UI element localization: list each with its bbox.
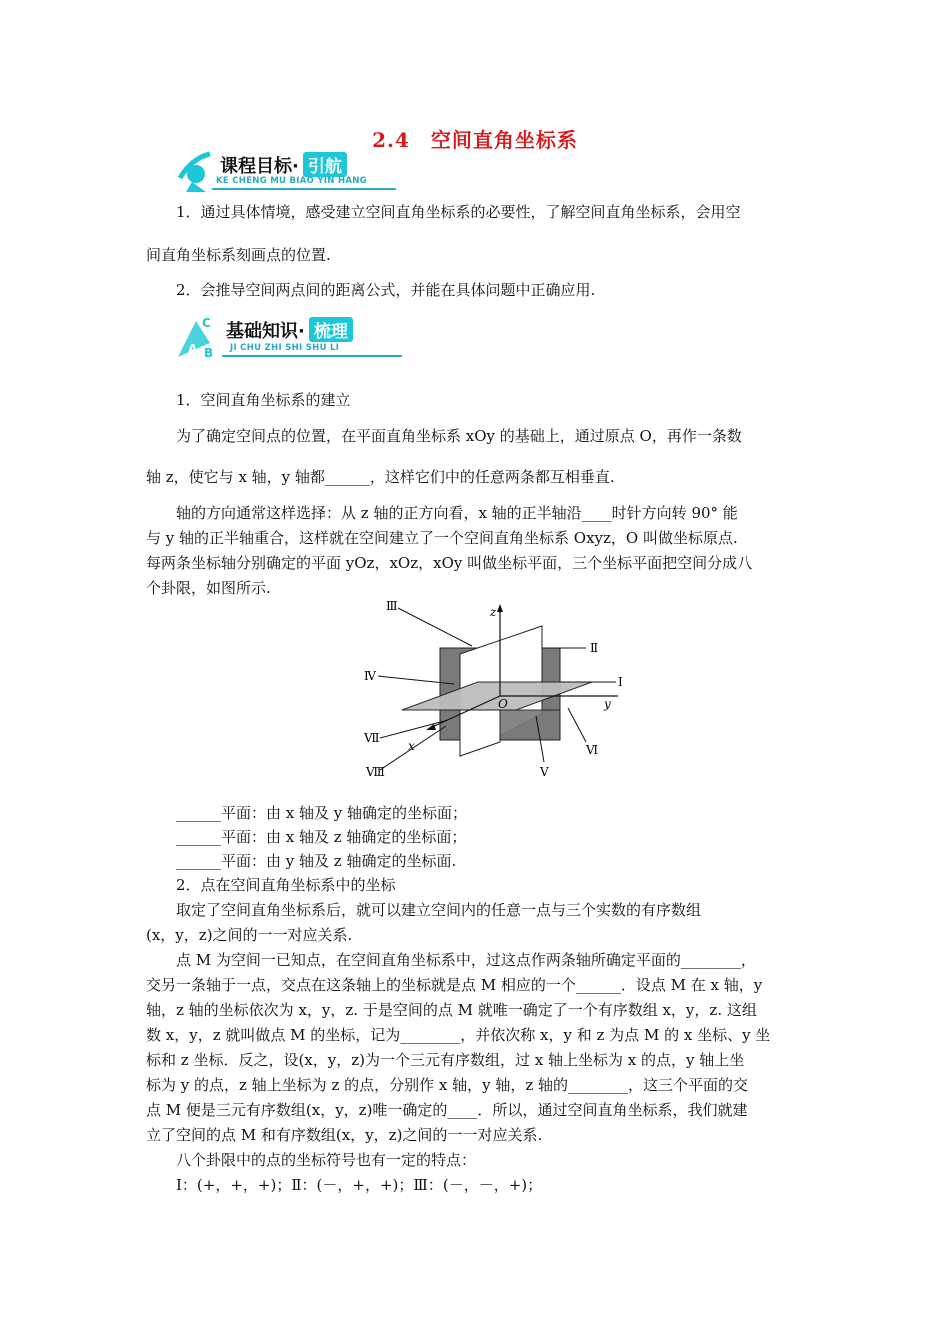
- pointer-line: [398, 608, 472, 646]
- pointer-line: [380, 726, 446, 770]
- y-axis-label: y: [604, 697, 611, 711]
- octant-label-7: Ⅶ: [364, 731, 380, 745]
- paragraph-line: 八个卦限中的点的坐标符号也有一定的特点：: [176, 1151, 477, 1169]
- pointer-line: [568, 708, 586, 742]
- paragraph-line: 取定了空间直角坐标系后，就可以建立空间内的任意一点与三个实数的有序数组: [176, 901, 702, 919]
- octant-label-4: Ⅳ: [364, 669, 376, 683]
- letter-a: A: [188, 342, 198, 356]
- paragraph-line: 点 M 为空间一已知点，在空间直角坐标系中，过这点作两条轴所确定平面的________，: [176, 951, 756, 969]
- goal-line: 间直角坐标系刻画点的位置.: [146, 246, 331, 264]
- paragraph-line: 轴的方向通常这样选择：从 z 轴的正方向看，x 轴的正半轴沿____时针方向转 90° 能: [176, 504, 738, 522]
- banner-title: 课程目标·: [220, 156, 299, 177]
- abc-blocks-icon: [176, 313, 226, 361]
- paragraph-line: 数 x，y，z 就叫做点 M 的坐标，记为________，并依次称 x，y 和 z 为点 M 的 x 坐标、y 坐: [146, 1026, 771, 1044]
- x-axis-label: x: [408, 739, 415, 753]
- section-heading: 2．点在空间直角坐标系中的坐标: [176, 876, 396, 894]
- paragraph-line: 与 y 轴的正半轴重合，这样就在空间建立了一个空间直角坐标系 Oxyz，O 叫做坐标原点.: [146, 529, 738, 547]
- basic-knowledge-banner: [176, 313, 406, 359]
- octant-label-3: Ⅲ: [386, 599, 398, 613]
- letter-c: C: [202, 316, 211, 330]
- octant-label-1: Ⅰ: [618, 675, 623, 689]
- paragraph-line: 个卦限，如图所示.: [146, 579, 271, 597]
- plane-line: ______平面：由 x 轴及 z 轴确定的坐标面；: [176, 828, 467, 846]
- octant-figure: [360, 596, 630, 786]
- banner-subtitle: KE CHENG MU BIAO YIN HANG: [216, 176, 367, 186]
- paragraph-line: 标和 z 坐标．反之，设(x，y，z)为一个三元有序数组，过 x 轴上坐标为 x 的点，y 轴上坐: [146, 1051, 745, 1069]
- course-goals-banner: [176, 148, 396, 194]
- paragraph-line: 轴，z 轴的坐标依次为 x，y，z. 于是空间的点 M 就唯一确定了一个有序数组 x，y，z. 这组: [146, 1001, 757, 1019]
- paragraph-line: Ⅰ：(+，+，+)；Ⅱ：(－，+，+)；Ⅲ：(－，－，+)；: [176, 1176, 543, 1194]
- section-heading: 1．空间直角坐标系的建立: [176, 391, 351, 409]
- paragraph-line: 每两条坐标轴分别确定的平面 yOz，xOz，xOy 叫做坐标平面，三个坐标平面把空间分成八: [146, 554, 753, 572]
- pointer-line: [380, 720, 448, 738]
- paragraph-line: 立了空间的点 M 和有序数组(x，y，z)之间的一一对应关系.: [146, 1126, 543, 1144]
- banner-tag: 引航: [303, 152, 347, 177]
- page-title: 2.4 空间直角坐标系: [372, 128, 578, 152]
- z-axis-label: z: [490, 605, 497, 619]
- plane-line: ______平面：由 x 轴及 y 轴确定的坐标面；: [176, 804, 468, 822]
- goal-line: 1．通过具体情境，感受建立空间直角坐标系的必要性，了解空间直角坐标系，会用空: [176, 203, 741, 221]
- divider: [212, 188, 396, 190]
- octant-label-2: Ⅱ: [590, 641, 599, 655]
- banner-title: 基础知识·: [226, 321, 305, 342]
- plane-line: ______平面：由 y 轴及 z 轴确定的坐标面.: [176, 852, 457, 870]
- letter-b: B: [204, 346, 214, 360]
- banner-subtitle: JI CHU ZHI SHI SHU LI: [230, 343, 340, 353]
- goal-line: 2．会推导空间两点间的距离公式，并能在具体问题中正确应用.: [176, 281, 596, 299]
- octant-label-5: Ⅴ: [540, 765, 549, 779]
- octant-label-6: Ⅵ: [586, 743, 599, 757]
- paragraph-line: 交另一条轴于一点，交点在这条轴上的坐标就是点 M 相应的一个______．设点 M 在 x 轴，y: [146, 976, 763, 994]
- paragraph-line: 轴 z，使它与 x 轴，y 轴都______，这样它们中的任意两条都互相垂直.: [146, 468, 615, 486]
- divider: [222, 355, 402, 357]
- yoz-plane-front: [460, 710, 500, 756]
- octant-label-8: Ⅷ: [366, 765, 385, 779]
- paragraph-line: 为了确定空间点的位置，在平面直角坐标系 xOy 的基础上，通过原点 O，再作一条数: [176, 427, 742, 445]
- paragraph-line: 标为 y 的点，z 轴上坐标为 z 的点，分别作 x 轴，y 轴，z 轴的________，这三个平面的交: [146, 1076, 749, 1094]
- z-arrow: [497, 604, 503, 612]
- paragraph-line: 点 M 便是三元有序数组(x，y，z)唯一确定的____．所以，通过空间直角坐标系，我们就建: [146, 1101, 748, 1119]
- paragraph-line: (x，y，z)之间的一一对应关系.: [146, 926, 353, 944]
- banner-tag: 梳理: [309, 317, 353, 342]
- origin-label: O: [498, 697, 508, 711]
